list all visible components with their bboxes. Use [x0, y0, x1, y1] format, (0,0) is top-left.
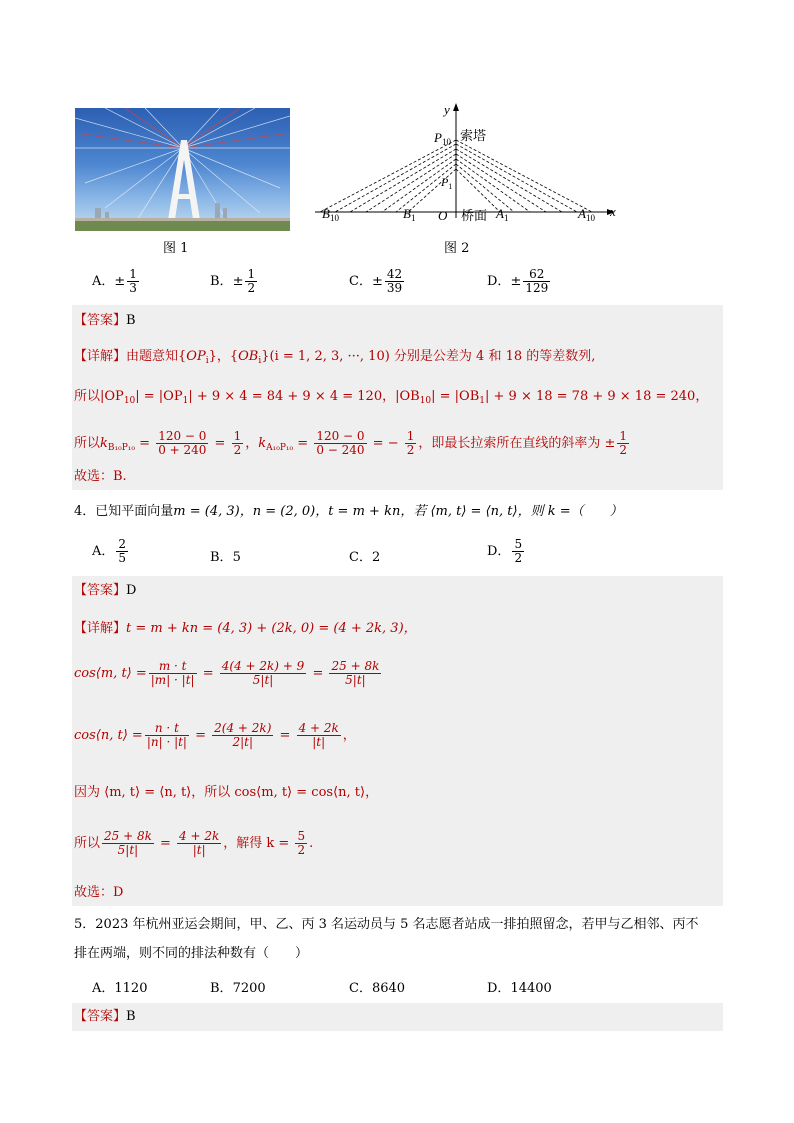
tower-shape	[167, 140, 201, 226]
label-a10: $A_{10}$	[578, 206, 595, 223]
deck-strip	[75, 218, 290, 221]
q5-option-a: A．1120	[92, 981, 148, 996]
label-x: x	[610, 204, 616, 219]
q5-stem-line2: 排在两端，则不同的排法种数有（ ）	[74, 946, 309, 961]
q4-detail-line2: cos⟨m, t⟩ = $\frac{m \cdot t}{|m| \cdot |t|}$ = $\frac{4(4 + 2k) + 9}{5|t|}$ = $\frac{25 + 8k}{5|t|}$	[74, 659, 380, 687]
q3-detail-line1: 【详解】由题意知$\{OP_i\}$，$\{OB_i\}(i = 1$, 2, 3, ···, 10) 分别是公差为 4 和 18 的等差数列,	[74, 349, 596, 366]
label-p10: $P_{10}$	[434, 130, 451, 147]
q4-option-c: C．2	[349, 550, 381, 565]
cable-diagram	[310, 100, 620, 230]
q5-option-b: B．7200	[210, 981, 266, 996]
label-origin: O	[438, 208, 448, 223]
q4-detail-line3: cos⟨n, t⟩ = $\frac{n \cdot t}{|n| \cdot |t|}$ = $\frac{2(4 + 2k)}{2|t|}$ = $\frac{4 + 2k}{|t|}$ ，	[74, 721, 356, 749]
left-cables	[320, 140, 456, 212]
q4-option-b: B．5	[210, 550, 241, 565]
q4-option-a: A． $\frac{2}{5}$	[92, 537, 127, 565]
right-cables	[456, 140, 592, 212]
q3-choose: 故选：B.	[74, 469, 127, 484]
q5-option-d: D．14400	[487, 981, 552, 996]
ground	[75, 220, 290, 231]
q3-option-a: A．± $\frac{1}{3}$	[92, 267, 137, 295]
q3-option-d: D．± $\frac{62}{129}$	[487, 267, 549, 295]
label-p1: $P_1$	[441, 175, 453, 191]
label-y: y	[444, 102, 450, 117]
label-tower: 索塔	[460, 129, 487, 144]
bridge-photo-drawing	[75, 108, 290, 231]
q5-option-c: C．8640	[349, 981, 406, 996]
q3-answer: 【答案】B	[74, 313, 136, 328]
tower-crossbeam	[175, 194, 193, 199]
q4-stem: 4．已知平面向量m = (4, 3)，n = (2, 0)，t = m + kn，若 ⟨m, t⟩ = ⟨n, t⟩，则 k =（ ）	[74, 504, 623, 519]
label-a1: $A_1$	[496, 206, 509, 223]
bridge-photo	[75, 108, 290, 231]
q4-choose: 故选：D	[74, 885, 124, 900]
q3-detail-line3: 所以$k_{B_{10}P_{10}}$ = $\frac{120 - 0}{0 + 240}$ = $\frac{1}{2}$ ，$k_{A_{10}P_{10}}$ = $\frac{120 - 0}{0 - 240}$ = − $\frac{1}{2}$ ，即最长拉索所在直线的斜率为 ± $\frac{1}{2}$	[74, 429, 628, 457]
label-b10: $B_{10}$	[322, 206, 339, 223]
y-axis-arrow	[453, 103, 459, 111]
q5-answer: 【答案】B	[74, 1009, 136, 1024]
label-deck: 桥面	[461, 209, 488, 224]
q3-detail-line2: 所以$|OP_{10}| = |OP_1| + 9 \times 4 = 84 + 9 \times 4 = 120$，$|OB_{10}| = |OB_1| + 9 \times 18 = 78 + 9 \times 18 = 240$，	[74, 389, 709, 406]
q3-option-b: B．± $\frac{1}{2}$	[210, 267, 256, 295]
q4-detail-line4: 因为 ⟨m, t⟩ = ⟨n, t⟩，所以 cos⟨m, t⟩ = cos⟨n, t⟩，	[74, 785, 379, 800]
figure1-caption: 图 1	[163, 241, 189, 256]
figure2-caption: 图 2	[444, 241, 470, 256]
q4-detail-line5: 所以 $\frac{25 + 8k}{5|t|}$ = $\frac{4 + 2k}{|t|}$ ，解得 k = $\frac{5}{2}$ .	[74, 829, 314, 857]
q5-solution-band	[72, 1003, 723, 1031]
q4-answer: 【答案】D	[74, 583, 137, 598]
q4-detail-line1: 【详解】t = m + kn = (4, 3) + (2k, 0) = (4 + 2k, 3)，	[74, 621, 417, 636]
q4-option-d: D． $\frac{5}{2}$	[487, 537, 523, 565]
q3-option-c: C．± $\frac{42}{39}$	[349, 267, 403, 295]
label-b1: $B_1$	[403, 206, 416, 223]
q5-stem-line1: 5．2023 年杭州亚运会期间，甲、乙、丙 3 名运动员与 5 名志愿者站成一排拍照留念，若甲与乙相邻、丙不	[74, 917, 699, 932]
